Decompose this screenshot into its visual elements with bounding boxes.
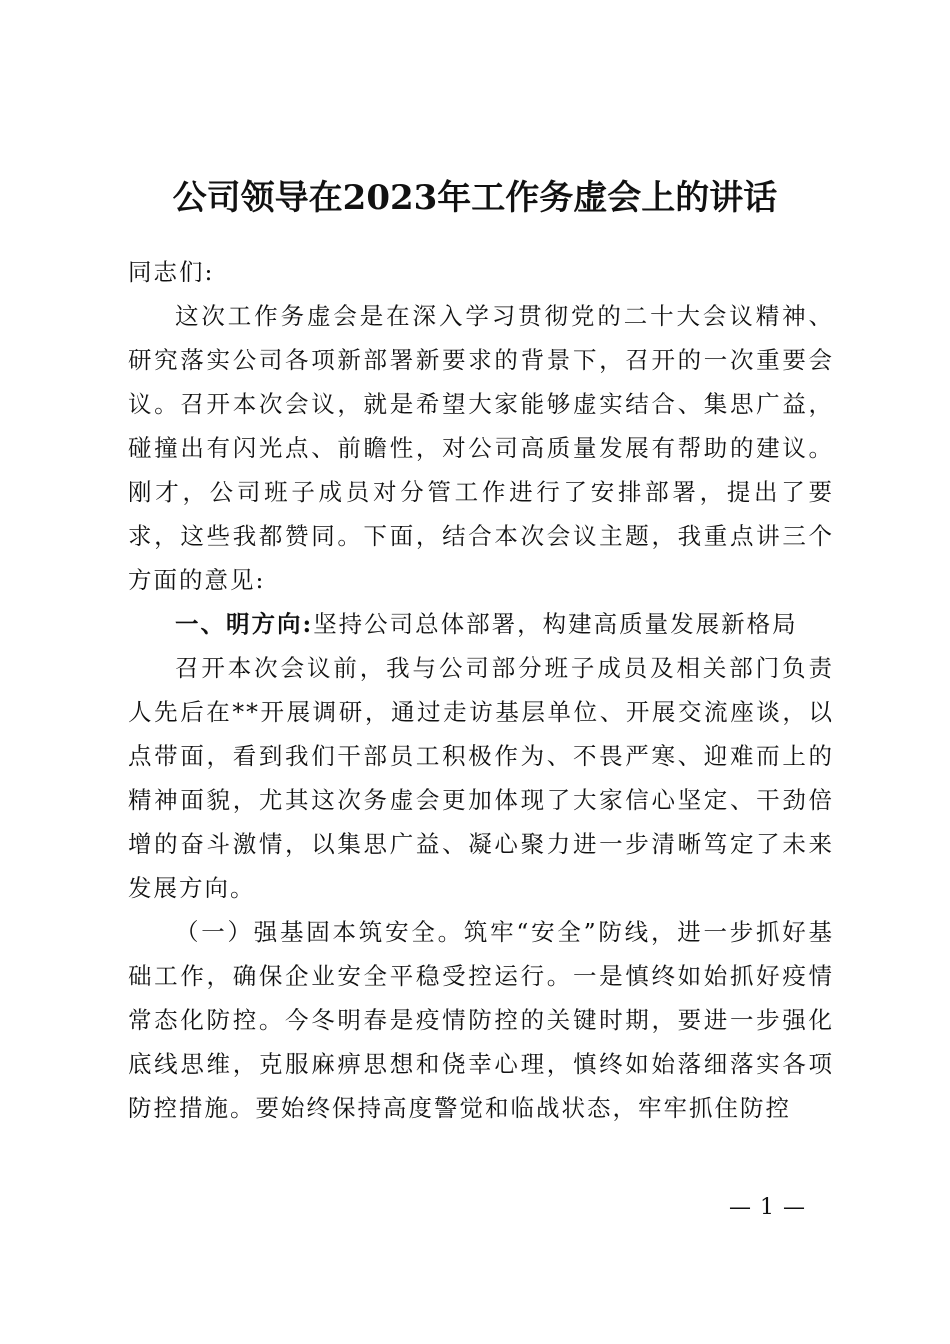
section-heading-label: 一、明方向:: [175, 610, 314, 638]
section-heading-text: 坚持公司总体部署，构建高质量发展新格局: [313, 610, 798, 638]
section-paragraph: 召开本次会议前，我与公司部分班子成员及相关部门负责人先后在**开展调研，通过走访基层单位、开展交流座谈，以点带面，看到我们干部员工积极作为、不畏严寒、迎难而上的精神面貌，尤其这次务虚会更加体现了大家信心坚定、干劲倍增的奋斗激情，以集思广益、凝心聚力进一步清晰笃定了未来发展方向。: [128, 654, 834, 902]
page-number: — 1 —: [729, 1195, 806, 1220]
intro-paragraph: 这次工作务虚会是在深入学习贯彻党的二十大会议精神、研究落实公司各项新部署新要求的背景下，召开的一次重要会议。召开本次会议，就是希望大家能够虚实结合、集思广益，碰撞出有闪光点、前瞻性，对公司高质量发展有帮助的建议。刚才，公司班子成员对分管工作进行了安排部署，提出了要求，这些我都赞同。下面，结合本次会议主题，我重点讲三个方面的意见:: [128, 302, 834, 594]
subsection-paragraph: （一）强基固本筑安全。筑牢“安全”防线，进一步抓好基础工作，确保企业安全平稳受控运行。一是慎终如始抓好疫情常态化防控。今冬明春是疫情防控的关键时期，要进一步强化底线思维，克服麻痹思想和侥幸心理，慎终如始落细落实各项防控措施。要始终保持高度警觉和临战状态，牢牢抓住防控: [128, 918, 834, 1122]
section-heading: [128, 602, 834, 646]
document-body: [128, 250, 834, 1130]
document-title: 公司领导在2023年工作务虚会上的讲话: [172, 178, 778, 218]
salutation: 同志们:: [128, 258, 215, 286]
